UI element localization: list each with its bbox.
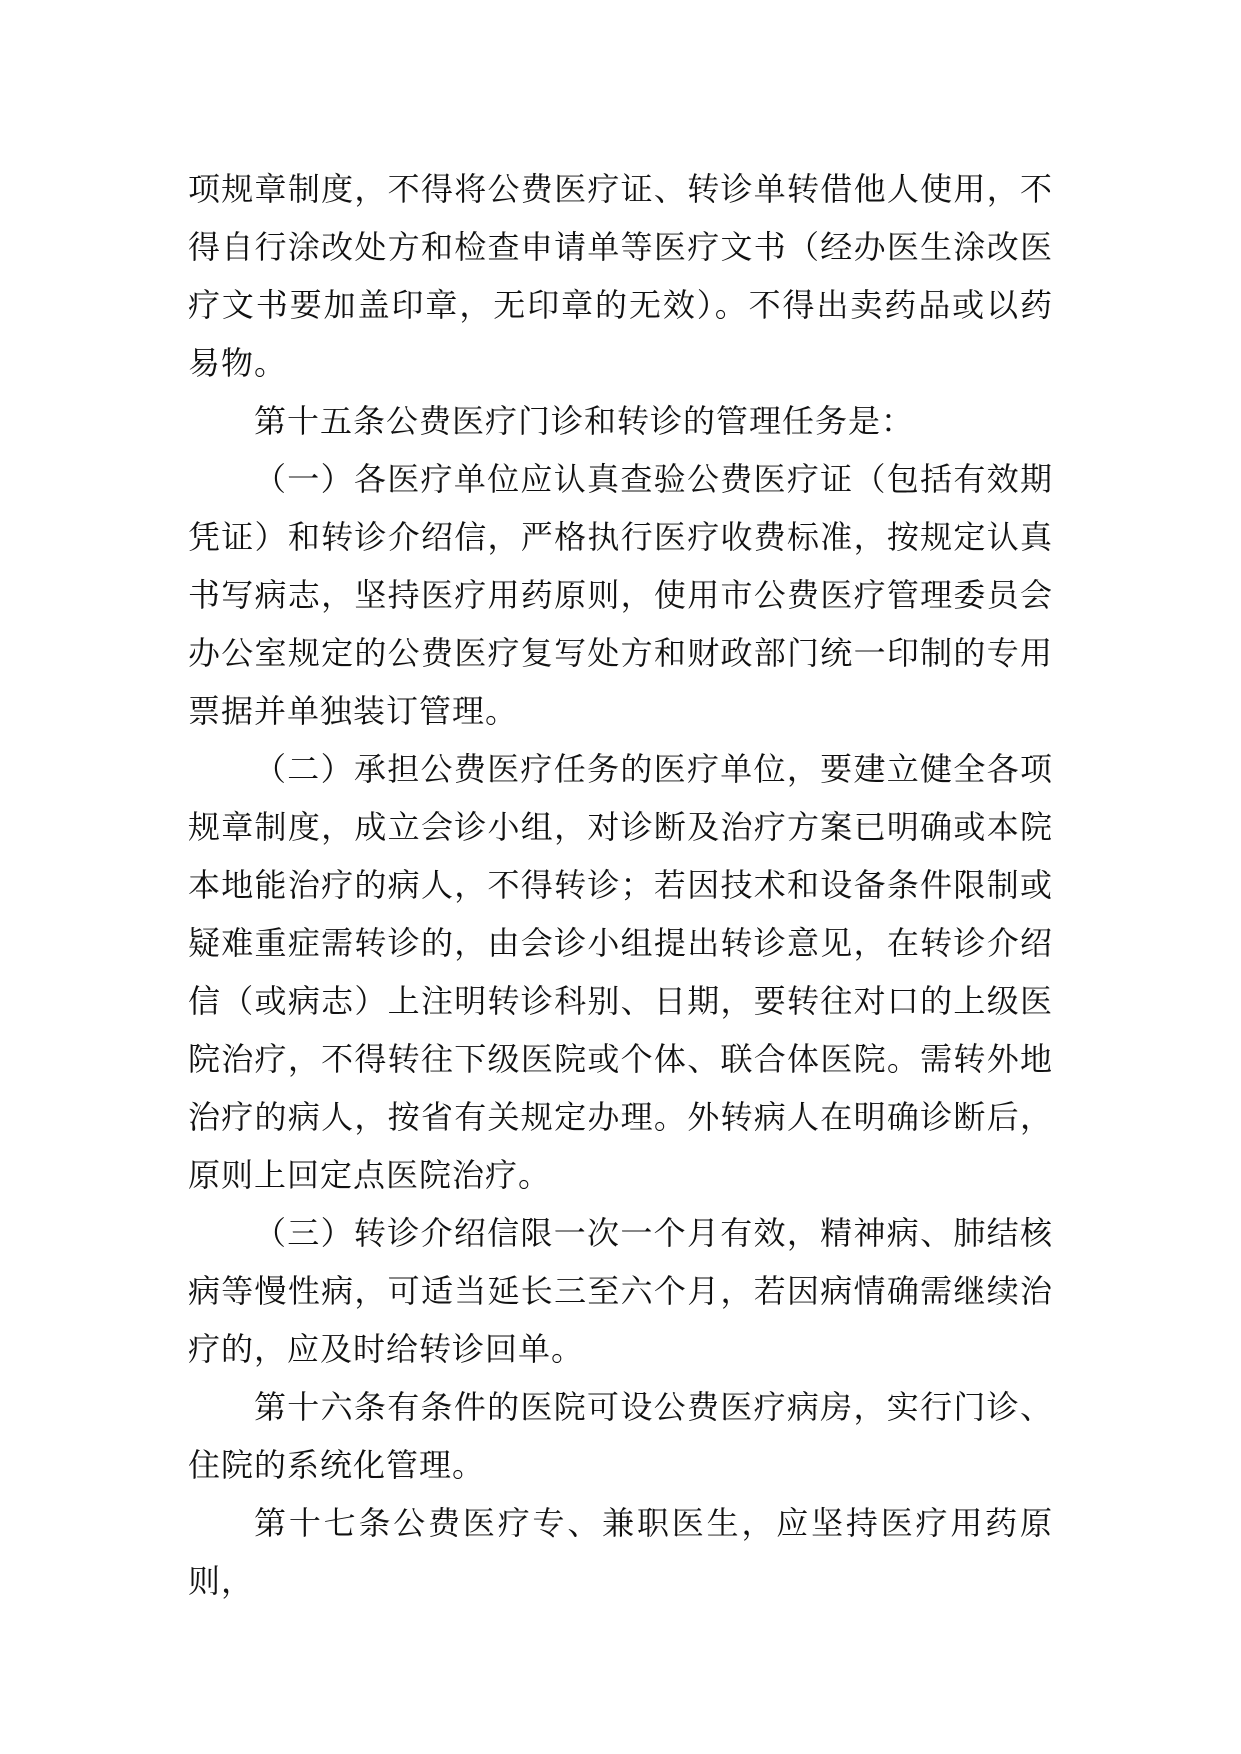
article-15-item-2: （二）承担公费医疗任务的医疗单位，要建立健全各项规章制度，成立会诊小组，对诊断及治疗方案已明确或本院本地能治疗的病人，不得转诊；若因技术和设备条件限制或疑难重症需转诊的，由会诊小组提出转诊意见，在转诊介绍信（或病志）上注明转诊科别、日期，要转往对口的上级医院治疗，不得转往下级医院或个体、联合体医院。需转外地治疗的病人，按省有关规定办理。外转病人在明确诊断后，原则上回定点医院治疗。 xyxy=(188,750,1053,1194)
paragraph-continuation: 项规章制度，不得将公费医疗证、转诊单转借他人使用，不得自行涂改处方和检查申请单等医疗文书（经办医生涂改医疗文书要加盖印章，无印章的无效）。不得出卖药品或以药易物。 xyxy=(188,170,1053,382)
article-16: 第十六条有条件的医院可设公费医疗病房，实行门诊、住院的系统化管理。 xyxy=(188,1388,1053,1484)
article-17: 第十七条公费医疗专、兼职医生，应坚持医疗用药原则， xyxy=(188,1504,1053,1600)
article-15-item-1: （一）各医疗单位应认真查验公费医疗证（包括有效期凭证）和转诊介绍信，严格执行医疗收费标准，按规定认真书写病志，坚持医疗用药原则，使用市公费医疗管理委员会办公室规定的公费医疗复写处方和财政部门统一印制的专用票据并单独装订管理。 xyxy=(188,460,1053,730)
document-body xyxy=(188,160,1053,1610)
article-15-heading: 第十五条公费医疗门诊和转诊的管理任务是： xyxy=(254,402,915,440)
article-15-item-3: （三）转诊介绍信限一次一个月有效，精神病、肺结核病等慢性病，可适当延长三至六个月，若因病情确需继续治疗的，应及时给转诊回单。 xyxy=(188,1214,1053,1368)
